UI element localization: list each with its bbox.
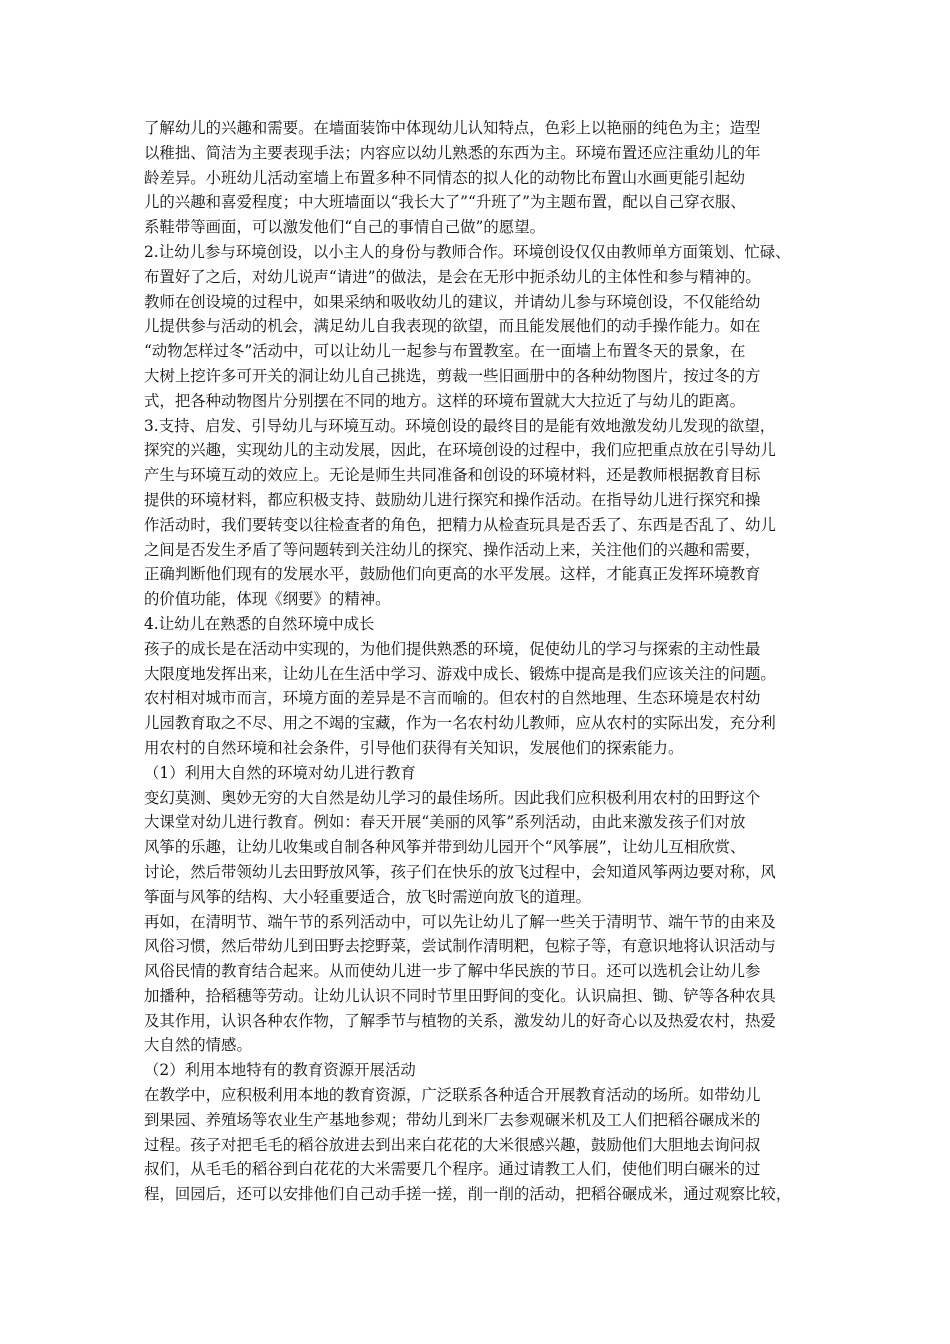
text-line: 了解幼儿的兴趣和需要。在墙面装饰中体现幼儿认知特点，色彩上以艳丽的纯色为主；造型 — [144, 119, 761, 137]
text-line: 教师在创设境的过程中，如果采纳和吸收幼儿的建议，并请幼儿参与环境创设，不仅能给幼 — [144, 292, 761, 311]
text-line: （1）利用大自然的环境对幼儿进行教育 — [144, 763, 416, 782]
text-line: 布置好了之后，对幼儿说声“请进”的做法，是会在无形中扼杀幼儿的主体性和参与精神的。 — [144, 267, 761, 286]
text-line: 龄差异。小班幼儿活动室墙上布置多种不同情态的拟人化的动物比布置山水画更能引起幼 — [144, 168, 746, 187]
text-line: 风筝的乐趣，让幼儿收集或自制各种风筝并带到幼儿园开个“风筝展”，让幼儿互相欣赏、 — [144, 838, 746, 857]
text-line: 加播种，拾稻穗等劳动。让幼儿认识不同时节里田野间的变化。认识扁担、锄、铲等各种农具 — [144, 986, 776, 1005]
text-line: 叔们，从毛毛的稻谷到白花花的大米需要几个程序。通过请教工人们，使他们明白碾米的过 — [144, 1160, 761, 1179]
text-line: 风俗民情的教育结合起来。从而使幼儿进一步了解中华民族的节日。还可以选机会让幼儿参 — [144, 962, 761, 981]
text-line: 筝面与风筝的结构、大小轻重要适合，放飞时需逆向放飞的道理。 — [144, 887, 591, 906]
text-line: 在教学中，应积极利用本地的教育资源，广泛联系各种适合开展教育活动的场所。如带幼儿 — [144, 1086, 761, 1105]
text-line: 提供的环境材料，都应积极支持、鼓励幼儿进行探究和操作活动。在指导幼儿进行探究和操 — [144, 490, 761, 509]
text-line: 孩子的成长是在活动中实现的，为他们提供熟悉的环境，促使幼儿的学习与探索的主动性最 — [144, 639, 761, 658]
text-line: 产生与环境互动的效应上。无论是师生共同准备和创设的环境材料，还是教师根据教育目标 — [144, 466, 761, 485]
text-line: 的价值功能，体现《纲要》的精神。 — [144, 590, 391, 609]
text-line: （2）利用本地特有的教育资源开展活动 — [144, 1061, 416, 1080]
text-line: 风俗习惯，然后带幼儿到田野去挖野菜，尝试制作清明粑，包粽子等，有意识地将认识活动与 — [144, 937, 776, 956]
text-line: 及其作用，认识各种农作物，了解季节与植物的关系，激发幼儿的好奇心以及热爱农村，热爱 — [144, 1011, 776, 1030]
text-line: 正确判断他们现有的发展水平，鼓励他们向更高的水平发展。这样，才能真正发挥环境教育 — [144, 565, 761, 584]
text-line: 到果园、养殖场等农业生产基地参观；带幼儿到米厂去参观碾米机及工人们把稻谷碾成米的 — [144, 1110, 761, 1129]
text-line: 大树上挖许多可开关的洞让幼儿自己挑选，剪裁一些旧画册中的各种幼物图片，按过冬的方 — [144, 366, 761, 385]
text-line: 大自然的情感。 — [144, 1036, 252, 1055]
text-line: 式，把各种动物图片分别摆在不同的地方。这样的环境布置就大大拉近了与幼儿的距离。 — [144, 391, 746, 410]
text-line: 过程。孩子对把毛毛的稻谷放进去到出来白花花的大米很感兴趣，鼓励他们大胆地去询问叔 — [144, 1135, 761, 1154]
text-line: “动物怎样过冬”活动中，可以让幼儿一起参与布置教室。在一面墙上布置冬天的景象，在 — [144, 342, 746, 361]
text-line: 4.让幼儿在熟悉的自然环境中成长 — [144, 614, 375, 633]
text-line: 探究的兴趣，实现幼儿的主动发展，因此，在环境创设的过程中，我们应把重点放在引导幼儿 — [144, 441, 776, 460]
text-line: 儿园教育取之不尽、用之不竭的宝藏，作为一名农村幼儿教师，应从农村的实际出发，充分利 — [144, 714, 776, 733]
text-line: 之间是否发生矛盾了等问题转到关注幼儿的探究、操作活动上来，关注他们的兴趣和需要， — [144, 540, 761, 559]
text-line: 再如，在清明节、端午节的系列活动中，可以先让幼儿了解一些关于清明节、端午节的由来及 — [144, 912, 776, 931]
document-body — [144, 116, 812, 1207]
text-line: 大限度地发挥出来，让幼儿在生活中学习、游戏中成长、锻炼中提高是我们应该关注的问题。 — [144, 664, 776, 683]
text-line: 以稚拙、简洁为主要表现手法；内容应以幼儿熟悉的东西为主。环境布置还应注重幼儿的年 — [144, 143, 761, 162]
text-line: 系鞋带等画面，可以激发他们“自己的事情自己做”的愿望。 — [144, 218, 546, 237]
text-line: 儿提供参与活动的机会，满足幼儿自我表现的欲望，而且能发展他们的动手操作能力。如在 — [144, 317, 761, 336]
text-line: 讨论，然后带领幼儿去田野放风筝，孩子们在快乐的放飞过程中，会知道风筝两边要对称，风 — [144, 862, 776, 881]
text-line: 2.让幼儿参与环境创设，以小主人的身份与教师合作。环境创设仅仅由教师单方面策划、忙碌、 — [144, 242, 791, 261]
text-line: 3.支持、启发、引导幼儿与环境互动。环境创设的最终目的是能有效地激发幼儿发现的欲望， — [144, 416, 776, 435]
text-line: 作活动时，我们要转变以往检查者的角色，把精力从检查玩具是否丢了、东西是否乱了、幼儿 — [144, 515, 776, 534]
text-line: 变幻莫测、奥妙无穷的大自然是幼儿学习的最佳场所。因此我们应积极利用农村的田野这个 — [144, 788, 761, 807]
text-line: 儿的兴趣和喜爱程度；中大班墙面以“我长大了”“升班了”为主题布置，配以自己穿衣服、 — [144, 193, 746, 212]
text-line: 程，回园后，还可以安排他们自己动手搓一搓，削一削的活动，把稻谷碾成米，通过观察比较， — [144, 1185, 792, 1204]
text-line: 农村相对城市而言，环境方面的差异是不言而喻的。但农村的自然地理、生态环境是农村幼 — [144, 689, 761, 708]
text-line: 用农村的自然环境和社会条件，引导他们获得有关知识，发展他们的探索能力。 — [144, 738, 684, 757]
text-line: 大课堂对幼儿进行教育。例如：春天开展“美丽的风筝”系列活动，由此来激发孩子们对放 — [144, 813, 746, 832]
